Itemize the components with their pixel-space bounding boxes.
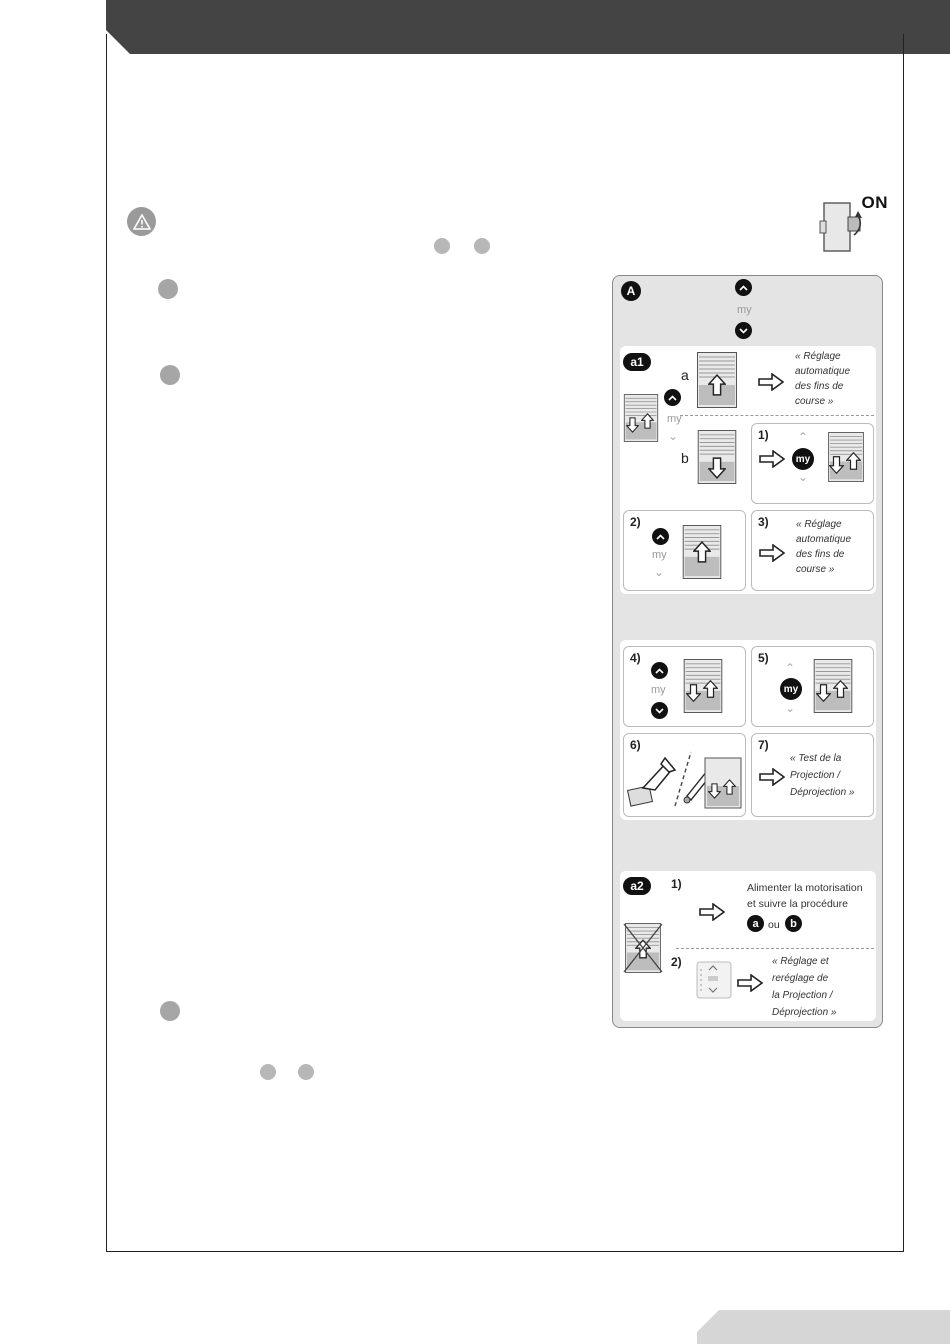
my-key-icon: my — [792, 448, 814, 470]
section-a-badge: A — [621, 281, 641, 301]
shade-both-icon — [682, 659, 724, 713]
result-a2-text: « Réglage et reréglage de la Projection / Déprojection » — [772, 956, 837, 1018]
result-a-text: « Réglage automatique des fins de course » — [795, 351, 851, 407]
step-2-label: 2) — [630, 515, 641, 529]
result-3-text: « Réglage automatique des fins de course » — [796, 519, 852, 575]
procedure-panel — [612, 275, 883, 1028]
up-key-icon — [651, 662, 668, 679]
step-1-label: 1) — [758, 428, 769, 442]
my-label: my — [652, 549, 667, 561]
shade-crossed-icon — [623, 923, 663, 973]
chevron-up-icon: ⌃ — [785, 661, 796, 675]
down-key-icon — [651, 702, 668, 719]
section-bullet — [160, 365, 180, 385]
step-6-box — [623, 733, 746, 817]
shade-up-icon — [682, 525, 722, 579]
step-3-label: 3) — [758, 515, 769, 529]
ou-label: ou — [768, 919, 780, 931]
step-4-label: 4) — [630, 651, 641, 665]
a2-note-text: Alimenter la motorisation et suivre la procédure — [747, 882, 863, 910]
a2-step-1-label: 1) — [671, 877, 682, 891]
up-key-icon — [735, 279, 752, 296]
divider — [676, 948, 874, 949]
result-arrow-icon — [759, 544, 785, 562]
switch-on-label: ON — [861, 193, 888, 212]
option-a-label: a — [681, 367, 689, 383]
shade-up-icon — [697, 352, 737, 408]
my-label: my — [667, 413, 682, 425]
shade-both-icon — [825, 432, 867, 482]
up-key-icon — [652, 528, 669, 545]
section-bullet — [160, 1001, 180, 1021]
reference-bullet — [474, 238, 490, 254]
my-key-icon: my — [780, 678, 802, 700]
divider — [680, 415, 874, 416]
a2-step-2-label: 2) — [671, 955, 682, 969]
step-3-box — [751, 510, 874, 591]
result-arrow-icon — [759, 450, 785, 468]
chevron-up-icon: ⌃ — [798, 430, 809, 444]
procedure-a-badge: a — [747, 915, 764, 932]
chevron-down-icon: ⌄ — [654, 565, 665, 579]
result-arrow-icon — [699, 903, 725, 921]
step-5-label: 5) — [758, 651, 769, 665]
footer-tab — [697, 1310, 950, 1344]
chevron-down-icon: ⌄ — [668, 429, 679, 443]
result-arrow-icon — [758, 373, 784, 391]
a1-badge: a1 — [623, 353, 651, 371]
shade-both-icon — [812, 659, 854, 713]
chevron-down-icon: ⌄ — [798, 470, 809, 484]
reference-bullet — [434, 238, 450, 254]
up-key-icon — [664, 389, 681, 406]
my-label: my — [651, 684, 666, 696]
shade-down-icon — [697, 430, 737, 484]
reference-bullet — [260, 1064, 276, 1080]
my-label: my — [737, 304, 752, 316]
result-7-text: « Test de la Projection / Déprojection » — [790, 753, 855, 798]
option-b-label: b — [681, 450, 689, 466]
result-arrow-icon — [759, 768, 785, 786]
chevron-down-icon: ⌄ — [785, 701, 796, 715]
a1-block — [620, 346, 876, 594]
shade-both-icon — [622, 394, 660, 442]
step-6-label: 6) — [630, 738, 641, 752]
step-4-box — [623, 646, 746, 727]
step-7-label: 7) — [758, 738, 769, 752]
result-arrow-icon — [737, 974, 763, 992]
remote-program-icon — [625, 744, 745, 814]
step-1-box — [751, 423, 874, 504]
remote-keypad-icon — [696, 961, 732, 999]
step-2-box — [623, 510, 746, 591]
step-5-box — [751, 646, 874, 727]
a2-block — [620, 871, 876, 1021]
power-switch-icon — [818, 193, 888, 253]
warning-icon — [127, 207, 156, 236]
a2-badge: a2 — [623, 877, 651, 895]
down-key-icon — [735, 322, 752, 339]
reference-bullet — [298, 1064, 314, 1080]
section-bullet — [158, 279, 178, 299]
step-7-box — [751, 733, 874, 817]
procedure-b-badge: b — [785, 915, 802, 932]
b-block — [620, 640, 876, 820]
